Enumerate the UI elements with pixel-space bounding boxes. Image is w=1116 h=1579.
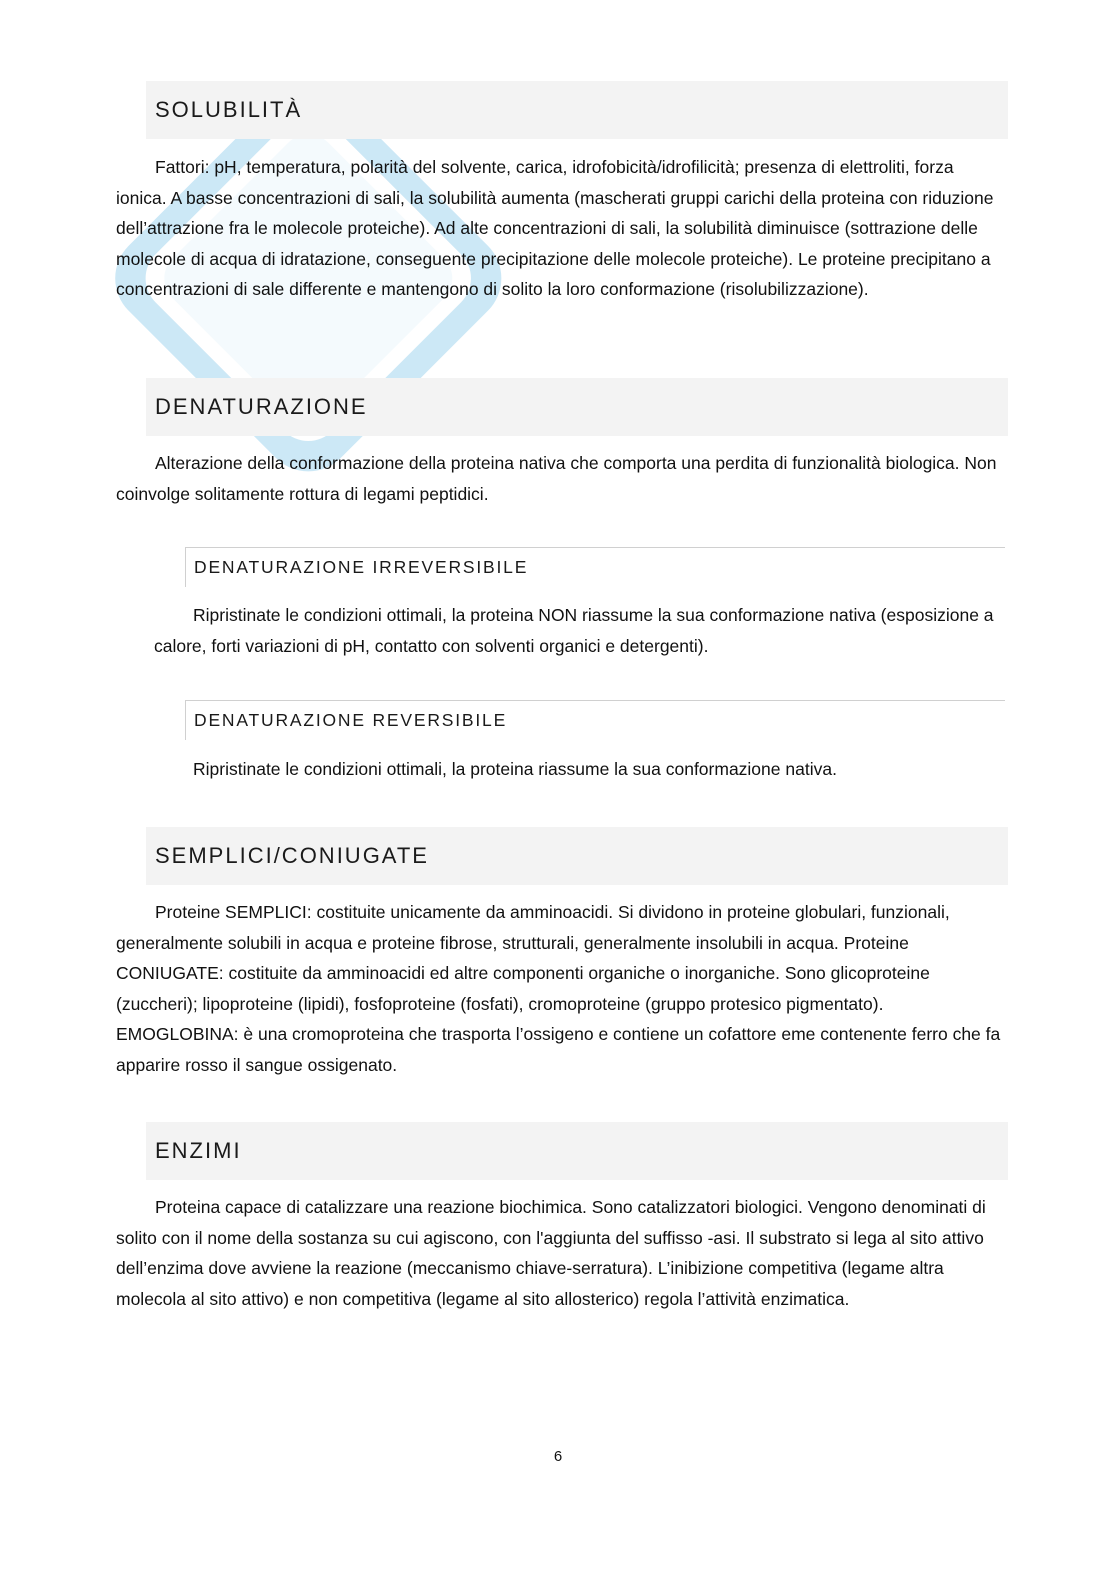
paragraph-denaturazione-reversibile: Ripristinate le condizioni ottimali, la proteina riassume la sua conformazione nativa. — [193, 759, 837, 779]
subheading-denaturazione-irreversibile: DENATURAZIONE IRREVERSIBILE — [185, 547, 1005, 587]
heading-semplici-coniugate: SEMPLICI/CONIUGATE — [146, 827, 1008, 885]
heading-solubilita: SOLUBILITÀ — [146, 81, 1008, 139]
subheading-denaturazione-reversibile: DENATURAZIONE REVERSIBILE — [185, 700, 1005, 740]
paragraph-denaturazione: Alterazione della conformazione della proteina nativa che comporta una perdita di funzionalità biologica. Non coinvolge solitamente rottura di legami peptidici. — [116, 453, 997, 504]
heading-denaturazione: DENATURAZIONE — [146, 378, 1008, 436]
paragraph-solubilita: Fattori: pH, temperatura, polarità del solvente, carica, idrofobicità/idrofilicità; presenza di elettroliti, forza ionica. A basse concentrazioni di sali, la solubilità aumenta (mascherati gruppi carichi della proteina con riduzione dell’attrazione fra le molecole proteiche). Ad alte concentrazioni di sali, la solubilità diminuisce (sottrazione delle molecole di acqua di idratazione, conseguente precipitazione delle molecole proteiche). Le proteine precipitano a concentrazioni di sale differente e mantengono di solito la loro conformazione (risolubilizzazione). — [116, 157, 994, 299]
heading-enzimi: ENZIMI — [146, 1122, 1008, 1180]
paragraph-enzimi: Proteina capace di catalizzare una reazione biochimica. Sono catalizzatori biologici. Vengono denominati di solito con il nome della sostanza su cui agiscono, con l'aggiunta del suffisso -asi. Il substrato si lega al sito attivo dell’enzima dove avviene la reazione (meccanismo chiave-serratura). L’inibizione competitiva (legame altra molecola al sito attivo) e non competitiva (legame al sito allosterico) regola l’attività enzimatica. — [116, 1197, 986, 1309]
paragraph-semplici-coniugate: Proteine SEMPLICI: costituite unicamente da amminoacidi. Si dividono in proteine globulari, funzionali, generalmente solubili in acqua e proteine fibrose, strutturali, generalmente insolubili in acqua. Proteine CONIUGATE: costituite da amminoacidi ed altre componenti organiche o inorganiche. Sono glicoproteine (zuccheri); lipoproteine (lipidi), fosfoproteine (fosfati), cromoproteine (gruppo protesico pigmentato). EMOGLOBINA: è una cromoproteina che trasporta l’ossigeno e contiene un cofattore eme contenente ferro che fa apparire rosso il sangue ossigenato. — [116, 902, 1001, 1075]
page-number: 6 — [553, 1448, 563, 1465]
paragraph-denaturazione-irreversibile: Ripristinate le condizioni ottimali, la proteina NON riassume la sua conformazione nativa (esposizione a calore, forti variazioni di pH, contatto con solventi organici e detergenti). — [154, 605, 994, 656]
